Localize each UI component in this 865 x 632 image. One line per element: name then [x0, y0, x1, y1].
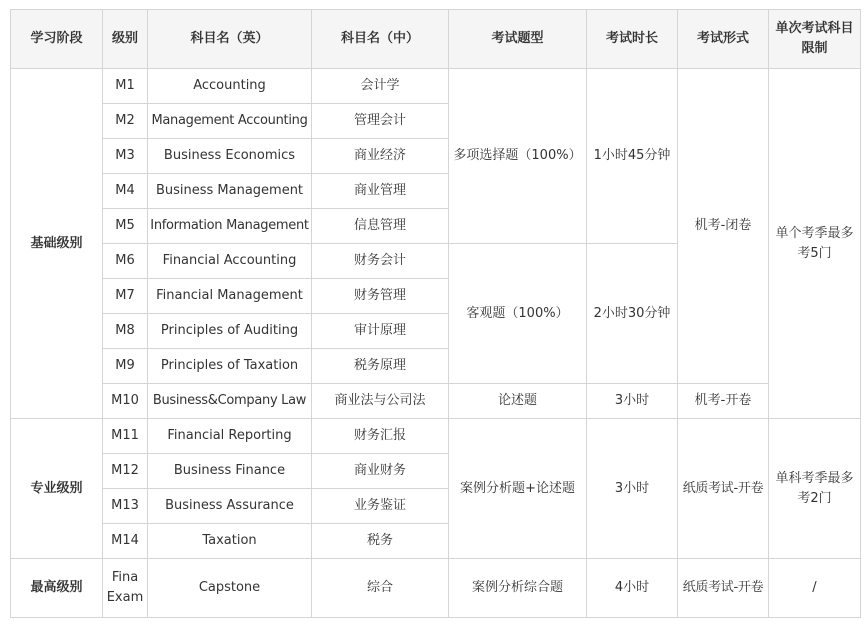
- level-cell: M3: [103, 139, 148, 174]
- subject-en-cell: Capstone: [148, 559, 312, 618]
- level-cell: M11: [103, 419, 148, 454]
- subject-cn-cell: 财务管理: [312, 279, 449, 314]
- level-cell: M1: [103, 69, 148, 104]
- subject-cn-cell: 商业经济: [312, 139, 449, 174]
- exam-type-case-essay: 案例分析题+论述题: [449, 419, 587, 559]
- format-paper-open: 纸质考试-开卷: [678, 419, 769, 559]
- subject-cn-cell: 税务原理: [312, 349, 449, 384]
- exam-type-essay: 论述题: [449, 384, 587, 419]
- subject-en-cell: Financial Reporting: [148, 419, 312, 454]
- header-stage: 学习阶段: [11, 10, 103, 69]
- duration-2h30: 2小时30分钟: [587, 244, 678, 384]
- level-cell: M14: [103, 524, 148, 559]
- subject-cn-cell: 财务会计: [312, 244, 449, 279]
- limit-foundation: 单个考季最多考5门: [769, 69, 861, 419]
- header-limit: 单次考试科目限制: [769, 10, 861, 69]
- level-line-1: Fina: [111, 570, 139, 585]
- duration-3h-professional: 3小时: [587, 419, 678, 559]
- limit-advanced: /: [769, 559, 861, 618]
- duration-3h: 3小时: [587, 384, 678, 419]
- stage-advanced: 最高级别: [11, 559, 103, 618]
- subject-cn-cell: 商业管理: [312, 174, 449, 209]
- level-cell: M9: [103, 349, 148, 384]
- header-exam-type: 考试题型: [449, 10, 587, 69]
- table-row: [11, 384, 861, 419]
- subject-en-cell: Principles of Auditing: [148, 314, 312, 349]
- level-cell: M7: [103, 279, 148, 314]
- exam-type-case-comprehensive: 案例分析综合题: [449, 559, 587, 618]
- subject-cn-cell: 综合: [312, 559, 449, 618]
- format-computer-open: 机考-开卷: [678, 384, 769, 419]
- level-cell: M13: [103, 489, 148, 524]
- subject-cn-cell: 审计原理: [312, 314, 449, 349]
- subject-cn-cell: 税务: [312, 524, 449, 559]
- exam-type-objective: 客观题（100%）: [449, 244, 587, 384]
- duration-4h: 4小时: [587, 559, 678, 618]
- header-level: 级别: [103, 10, 148, 69]
- format-paper-open-final: 纸质考试-开卷: [678, 559, 769, 618]
- subject-cn-cell: 商业法与公司法: [312, 384, 449, 419]
- subject-en-cell: Financial Accounting: [148, 244, 312, 279]
- header-duration: 考试时长: [587, 10, 678, 69]
- stage-professional: 专业级别: [11, 419, 103, 559]
- subject-en-cell: Business Economics: [148, 139, 312, 174]
- level-cell: M2: [103, 104, 148, 139]
- subject-en-cell: Accounting: [148, 69, 312, 104]
- level-cell: M6: [103, 244, 148, 279]
- level-cell: M5: [103, 209, 148, 244]
- level-cell-final: [103, 559, 148, 618]
- exam-type-mcq: 多项选择题（100%）: [449, 69, 587, 244]
- subject-en-cell: Business Management: [148, 174, 312, 209]
- subject-en-cell: Taxation: [148, 524, 312, 559]
- subject-en-cell: Management Accounting: [148, 104, 312, 139]
- limit-professional: 单科考季最多考2门: [769, 419, 861, 559]
- table-header-row: [11, 10, 861, 69]
- subject-en-cell: Business Finance: [148, 454, 312, 489]
- exam-structure-table: [10, 9, 861, 618]
- subject-en-cell: Information Management: [148, 209, 312, 244]
- stage-foundation: 基础级别: [11, 69, 103, 419]
- table-row: [11, 69, 861, 104]
- level-cell: M8: [103, 314, 148, 349]
- duration-1h45: 1小时45分钟: [587, 69, 678, 244]
- table-row: [11, 419, 861, 454]
- subject-cn-cell: 信息管理: [312, 209, 449, 244]
- subject-en-cell: Principles of Taxation: [148, 349, 312, 384]
- subject-cn-cell: 商业财务: [312, 454, 449, 489]
- format-computer-closed: 机考-闭卷: [678, 69, 769, 384]
- header-subject-cn: 科目名（中）: [312, 10, 449, 69]
- subject-cn-cell: 会计学: [312, 69, 449, 104]
- subject-cn-cell: 财务汇报: [312, 419, 449, 454]
- level-cell: M12: [103, 454, 148, 489]
- subject-en-cell: Business Assurance: [148, 489, 312, 524]
- subject-cn-cell: 管理会计: [312, 104, 449, 139]
- level-line-2: Exam: [106, 590, 144, 605]
- subject-en-cell: Business&Company Law: [148, 384, 312, 419]
- level-cell: M10: [103, 384, 148, 419]
- table-row: [11, 559, 861, 618]
- header-format: 考试形式: [678, 10, 769, 69]
- subject-en-cell: Financial Management: [148, 279, 312, 314]
- header-subject-en: 科目名（英）: [148, 10, 312, 69]
- subject-cn-cell: 业务鉴证: [312, 489, 449, 524]
- level-cell: M4: [103, 174, 148, 209]
